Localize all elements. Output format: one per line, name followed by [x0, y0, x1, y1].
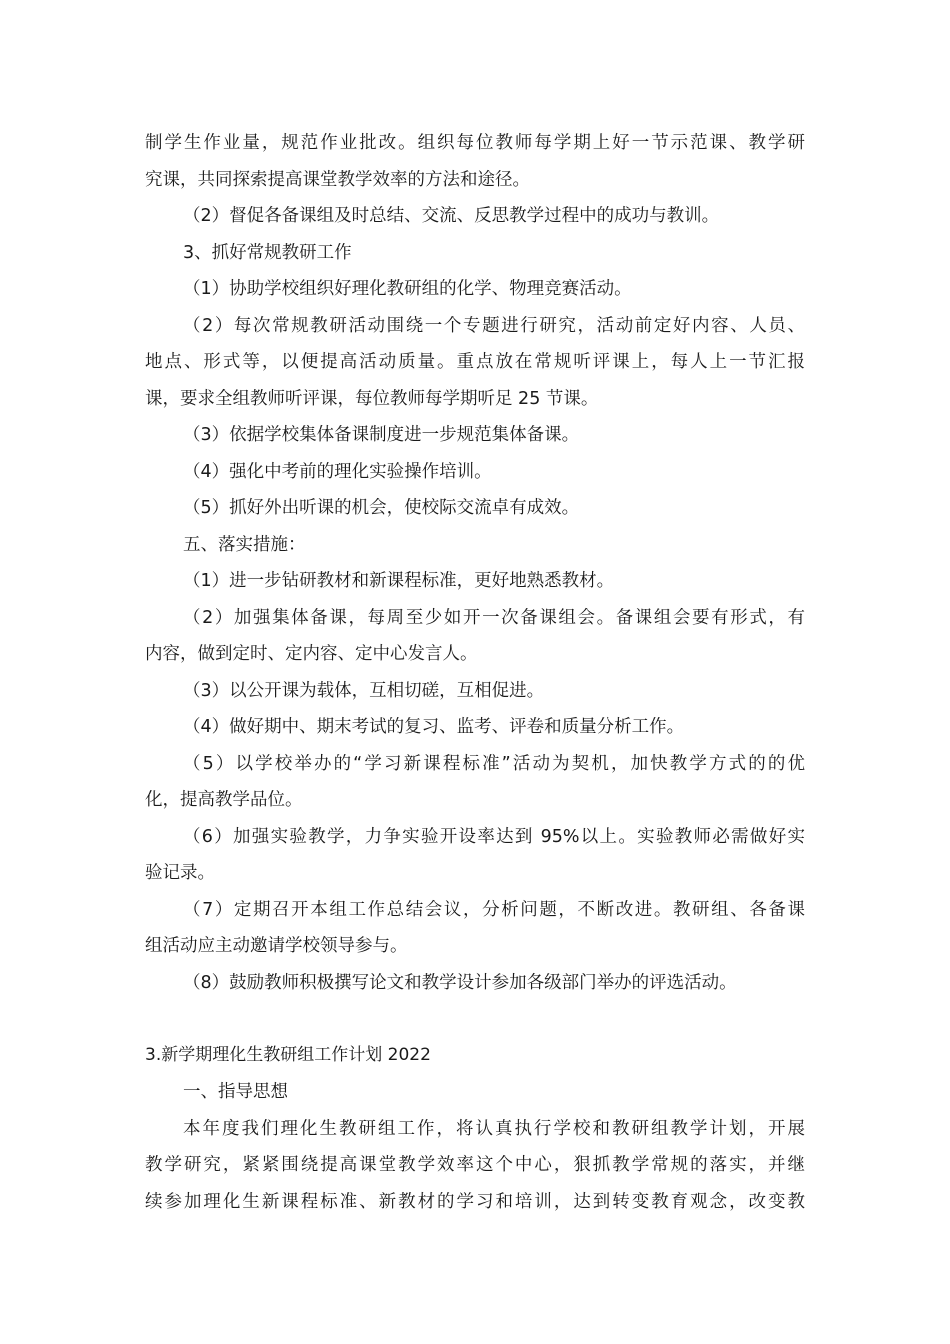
text-line: 制学生作业量，规范作业批改。组织每位教师每学期上好一节示范课、教学研 [145, 133, 805, 153]
text-line: （8）鼓励教师积极撰写论文和教学设计参加各级部门举办的评选活动。 [183, 972, 737, 993]
text-line: （4）做好期中、期末考试的复习、监考、评卷和质量分析工作。 [183, 717, 685, 737]
paragraph [145, 417, 805, 454]
text-line: 究课，共同探索提高课堂教学效率的方法和途径。 [145, 169, 530, 190]
paragraph [145, 1111, 805, 1221]
text-line: 五、落实措施： [183, 534, 306, 555]
text-line: 化，提高教学品位。 [145, 790, 303, 810]
paragraph [145, 1074, 805, 1111]
text-line: 一、指导思想 [183, 1082, 288, 1102]
text-line: （2）督促各备课组及时总结、交流、反思教学过程中的成功与教训。 [183, 206, 720, 226]
text-line: （5）以学校举办的“学习新课程标准”活动为契机，加快教学方式的的优 [183, 753, 805, 774]
paragraph [145, 125, 805, 198]
paragraph [145, 271, 805, 308]
paragraph [145, 198, 805, 235]
paragraph [145, 709, 805, 746]
text-line: （4）强化中考前的理化实验操作培训。 [183, 461, 492, 482]
paragraph [145, 746, 805, 819]
paragraph [145, 600, 805, 673]
text-line: 地点、形式等，以便提高活动质量。重点放在常规听评课上，每人上一节汇报 [145, 352, 805, 372]
text-line: （7）定期召开本组工作总结会议，分析问题，不断改进。教研组、各备课 [183, 899, 805, 920]
paragraph [145, 563, 805, 600]
text-line: 内容，做到定时、定内容、定中心发言人。 [145, 644, 478, 664]
section-title: 3.新学期理化生教研组工作计划 2022 [145, 1045, 431, 1065]
paragraph [145, 308, 805, 418]
text-line: 课，要求全组教师听评课，每位教师每学期听足 25 节课。 [145, 388, 599, 409]
paragraph [145, 819, 805, 892]
text-line: （3）依据学校集体备课制度进一步规范集体备课。 [183, 425, 580, 445]
text-line: （5）抓好外出听课的机会，使校际交流卓有成效。 [183, 498, 580, 518]
paragraph [145, 673, 805, 710]
paragraph [145, 527, 805, 564]
paragraph [145, 965, 805, 1002]
text-line: 组活动应主动邀请学校领导参与。 [145, 936, 408, 956]
paragraph [145, 454, 805, 491]
text-line: 验记录。 [145, 863, 215, 883]
text-line: （6）加强实验教学，力争实验开设率达到 95%以上。实验教师必需做好实 [183, 826, 805, 847]
text-line: 续参加理化生新课程标准、新教材的学习和培训，达到转变教育观念，改变教 [145, 1191, 805, 1212]
paragraph [145, 235, 805, 272]
text-line: 本年度我们理化生教研组工作，将认真执行学校和教研组教学计划，开展 [183, 1118, 805, 1139]
text-line: （1）协助学校组织好理化教研组的化学、物理竞赛活动。 [183, 279, 632, 299]
text-line: （3）以公开课为载体，互相切磋，互相促进。 [183, 680, 545, 701]
paragraph [145, 490, 805, 527]
paragraph [145, 892, 805, 965]
text-line: （2）加强集体备课，每周至少如开一次备课组会。备课组会要有形式，有 [183, 607, 805, 628]
text-line: （1）进一步钻研教材和新课程标准，更好地熟悉教材。 [183, 571, 615, 591]
text-line: 教学研究，紧紧围绕提高课堂教学效率这个中心，狠抓教学常规的落实，并继 [145, 1155, 805, 1175]
text-line: （2）每次常规教研活动围绕一个专题进行研究，活动前定好内容、人员、 [183, 315, 805, 336]
text-line: 3、抓好常规教研工作 [183, 242, 352, 263]
